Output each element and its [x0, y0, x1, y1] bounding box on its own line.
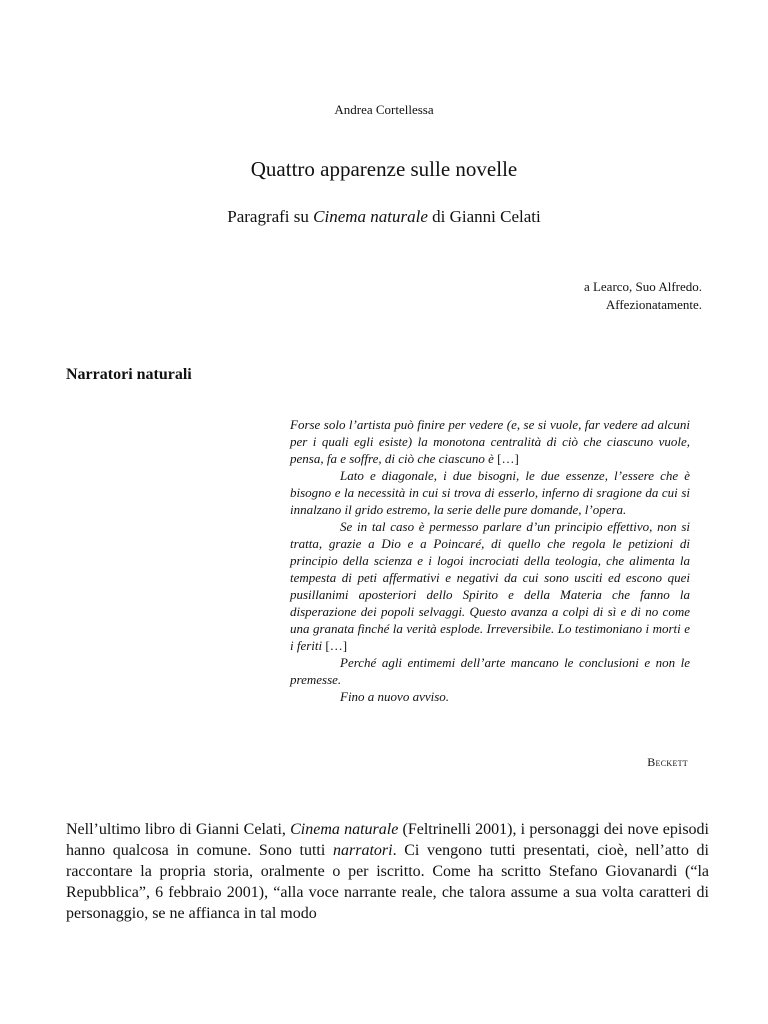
ellipsis: […] [325, 638, 348, 653]
epigraph-quote [290, 416, 690, 705]
dedication [584, 278, 702, 314]
epigraph-paragraph-5: Fino a nuovo avviso. [340, 689, 450, 704]
body-paragraph: Nell’ultimo libro di Gianni Celati, Cinema naturale (Feltrinelli 2001), i personaggi dei nove episodi hanno qualcosa in comune. Sono tutti narratori. Ci vengono tutti presentati, cioè, nell’atto di raccontare la propria storia, oralmente o per iscritto. Come ha scritto Stefano Giovanardi (“la Repubblica”, 6 febbraio 2001), “alla voce narrante reale, che talora assume a sua volta caratteri di personaggio, se ne affianca in tal modo [66, 821, 709, 922]
article-title: Quattro apparenze sulle novelle [250, 157, 518, 181]
author-name: Andrea Cortellessa [334, 102, 434, 117]
section-heading: Narratori naturali [66, 366, 192, 383]
epigraph-attribution: Beckett [647, 755, 688, 769]
emphasis: narratori [332, 842, 393, 859]
dedication-line-1: a Learco, Suo Alfredo. [583, 279, 702, 294]
subtitle-suffix: di Gianni Celati [427, 207, 541, 226]
epigraph-paragraph-1: Forse solo l’artista può finire per vedere (e, se si vuole, far vedere ad alcuni per i quali egli esiste) la monotona centralità di ciò che ciascuno vuole, pensa, fa e soffre, di ciò che ciascuno è […] [290, 417, 690, 466]
book-title: Cinema naturale [290, 821, 399, 838]
epigraph-paragraph-2: Lato e diagonale, i due bisogni, le due essenze, l’essere che è bisogno e la necessità in cui si trova di esserlo, inferno di sragione da cui si innalzano il grido estremo, la serie delle pure domande, l’opera. [290, 468, 690, 517]
subtitle-book-title: Cinema naturale [313, 207, 428, 226]
epigraph-paragraph-4: Perché agli entimemi dell’arte mancano le conclusioni e non le premesse. [290, 655, 690, 687]
dedication-line-2: Affezionatamente. [605, 297, 702, 312]
subtitle-prefix: Paragrafi su [227, 207, 314, 226]
epigraph-paragraph-3: Se in tal caso è permesso parlare d’un principio effettivo, non si tratta, grazie a Dio e a Poincaré, di quello che regola le petizioni di principio della scienza e i logoi incrociati della teologia, che alimenta la tempesta di peti affermativi e negativi da cui sono usciti ed escono quei pusillanimi aposteriori dello Spirito e della Materia che fanno la disperazione dei popoli selvaggi. Questo avanza a colpi di sì e di no come una granata finché la verità esplode. Irreversibile. Lo testimoniano i morti e i feriti […] [290, 519, 690, 653]
article-subtitle [0, 207, 768, 227]
ellipsis: […] [497, 451, 519, 466]
